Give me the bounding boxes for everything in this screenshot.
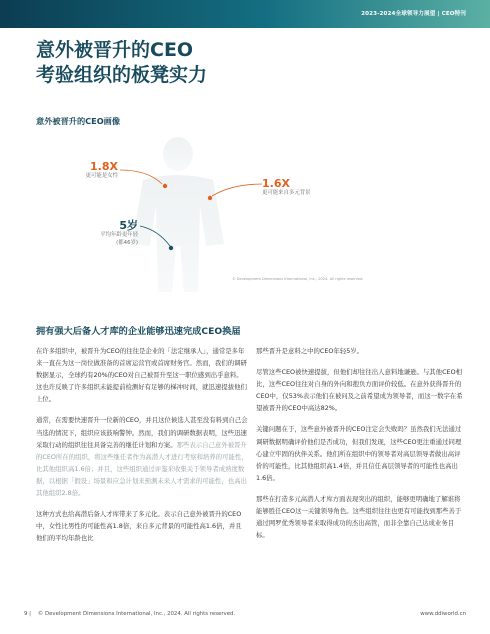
section-heading: 拥有强大后备人才库的企业能够迅速完成CEO换届 [36,326,241,337]
page-title-line1: 意外被晋升的CEO [36,39,194,61]
highlighted-text: 那些表示自己意外被晋升的CEO所在的组织，将这些继任者作为高潜人才进行考察和培养的可能性，比其他组织高1.6倍；并且，这些组织通过评鉴来收集关于领导者成熟度数据，以根据「假设」场景和应急计划来预测未来人才需求的可能性，也高出其他组织2.8倍。 [36,440,248,498]
ceo-silhouette-graphic [0,126,490,296]
page-title-line2: 考验组织的板凳实力 [36,64,208,86]
paragraph: 这种方式也给高潜后备人才库带来了多元化。表示自己意外被晋升的CEO中，女性比男性的可能性高1.8倍，来自多元背景的可能性高1.6倍，并且他们的平均年龄也比 [36,510,242,543]
person-silhouette [132,137,224,292]
stat-female [54,160,118,181]
stat-diverse-caption: 更可能来自多元背景 [262,190,311,196]
figure-title: 意外被晋升的CEO画像 [36,116,121,126]
stat-age-caption-line2: (都46岁) [116,239,138,246]
stat-age-caption-line1: 平均年龄更年轻 [100,232,138,238]
marker-dot-diverse [208,196,212,200]
report-tag: 2023-2024全球领导力展望 | CEO特刊 [361,11,466,17]
paragraph [36,414,248,499]
figure-copyright: © Development Dimensions International, Inc., 2024. All rights reserved. [232,277,364,281]
paragraph: 尽管这些CEO被快速提拔，但他们却往往出人意料地谦逊。与其他CEO相比，这些CEO往往对自身的外向和抱负方面评价较低。在意外获得晋升的CEO中，仅53%表示他们在被问及之前希望成为领导者，而这一数字在希望被晋升的CEO中高达82%。 [256,368,463,413]
left-column [36,345,248,553]
footer-left [24,611,235,617]
footer-copyright: © Development Dimensions International, Inc., 2024. All rights reserved. [37,611,236,617]
stat-female-caption: 更可能是女性 [85,173,118,179]
right-column [256,345,466,550]
footer-divider: | [29,611,37,617]
stat-diverse [262,177,382,198]
stat-female-value: 1.8X [90,160,118,173]
paragraph-text: 通常，在需要快速晋升一位新的CEO，并且这位候选人甚至没有料到自己会当选的情况下，组织应该鼓响警钟。然而，我们的调研数据表明，这些迅速采取行动的组织往往具备完善的继任计划和方案。 [36,416,248,449]
footer-url[interactable]: www.ddiworld.cn [420,611,466,617]
marker-dot-female [163,184,167,188]
paragraph: 关键问题在于，这些意外被晋升的CEO注定会失败吗？虽然我们无法通过调研数据明确评价他们是否成功，但我们发现，这些CEO更注重通过同理心建立牢固的伙伴关系。他们所在组织中的领导者对高层领导者做出高评价的可能性，比其他组织高1.4倍，并且信任高层领导者的可能性也高出1.6倍。 [256,425,462,482]
page-number: 9 [24,611,28,617]
paragraph: 在许多组织中，被晋升为CEO的往往是企业的「法定继承人」，通常是多年来一直在为这一岗位做准备的首席运营官或首席财务官。然而，我们的调研数据显示，全球约有20%的CEO对自己被晋升至这一职位感到出乎意料。这也许反映了许多组织未能提前检测好有足够的梯冲时间，就迅速提拔他们上位。 [36,347,247,404]
header-bar [0,0,490,28]
marker-dot-age [169,246,173,250]
stat-age-value: 5岁 [119,219,138,232]
page-title [36,38,366,88]
paragraph: 那些晋升是意料之中的CEO年轻5岁。 [256,347,364,355]
paragraph: 那些在打造多元高潜人才库方面表现突出的组织，能够更明确地了解谁将能够胜任CEO这一关键领导角色。这些组织往往也更有可能找到那些善于通过网罗优秀领导者来取得成功的杰出高管，而非全靠自己达成业务目标。 [256,494,462,540]
stat-age [60,219,138,247]
stat-diverse-value: 1.6X [262,177,290,190]
